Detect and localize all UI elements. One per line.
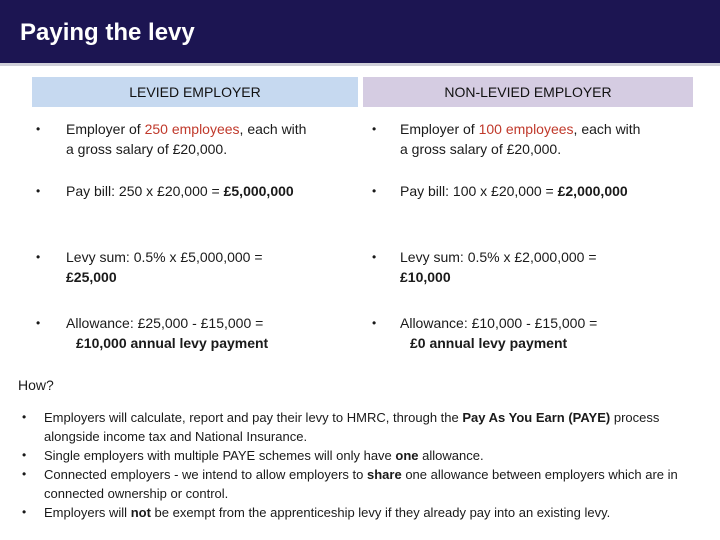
bullet-icon: • — [372, 122, 377, 136]
non-levied-annual-payment: £0 annual levy payment — [410, 335, 568, 351]
non-levied-employer-header: NON-LEVIED EMPLOYER — [363, 77, 693, 107]
bullet-icon: • — [36, 250, 41, 264]
bullet-icon: • — [22, 410, 27, 424]
title-bar — [0, 0, 720, 66]
levied-employer-header: LEVIED EMPLOYER — [32, 77, 358, 107]
bullet-icon: • — [36, 316, 41, 330]
bullet-icon: • — [22, 505, 27, 519]
how-list — [18, 408, 708, 522]
levied-employer-count: Employer of 250 employees, each with a gross salary of £20,000. — [66, 121, 307, 157]
non-levied-pay-bill: Pay bill: 100 x £20,000 = £2,000,000 — [400, 183, 628, 199]
levied-allowance: Allowance: £25,000 - £15,000 = £10,000 annual levy payment — [66, 315, 269, 351]
list-item: • Employers will not be exempt from the apprenticeship levy if they already pay into an existing levy. — [22, 505, 611, 520]
levied-pay-bill: Pay bill: 250 x £20,000 = £5,000,000 — [66, 183, 294, 199]
list-item: • Single employers with multiple PAYE schemes will only have one allowance. — [22, 448, 484, 463]
bullet-icon: • — [22, 467, 27, 481]
bullet-icon: • — [372, 250, 377, 264]
bullet-icon: • — [22, 448, 27, 462]
non-levied-levy-sum: Levy sum: 0.5% x £2,000,000 = £10,000 — [400, 249, 597, 285]
non-levied-employer-count: Employer of 100 employees, each with a gross salary of £20,000. — [400, 121, 641, 157]
list-item: • Connected employers - we intend to allow employers to share one allowance between employers which are in connected ownership or control. — [22, 467, 678, 501]
non-levied-pay-bill-total: £2,000,000 — [557, 183, 628, 199]
non-levied-allowance: Allowance: £10,000 - £15,000 = £0 annual levy payment — [400, 315, 598, 351]
levied-employee-count: 250 employees — [144, 121, 240, 137]
bullet-icon: • — [36, 122, 41, 136]
list-item: • Employers will calculate, report and pay their levy to HMRC, through the Pay As You Earn (PAYE) process alongside income tax and National Insurance. — [22, 410, 660, 444]
how-heading: How? — [18, 377, 54, 393]
bullet-icon: • — [372, 184, 377, 198]
non-levied-employee-count: 100 employees — [478, 121, 574, 137]
bullet-icon: • — [36, 184, 41, 198]
slide-title: Paying the levy — [20, 19, 195, 46]
levied-annual-payment: £10,000 annual levy payment — [76, 335, 269, 351]
levied-pay-bill-total: £5,000,000 — [223, 183, 294, 199]
bullet-icon: • — [372, 316, 377, 330]
levied-levy-sum: Levy sum: 0.5% x £5,000,000 = £25,000 — [66, 249, 263, 285]
